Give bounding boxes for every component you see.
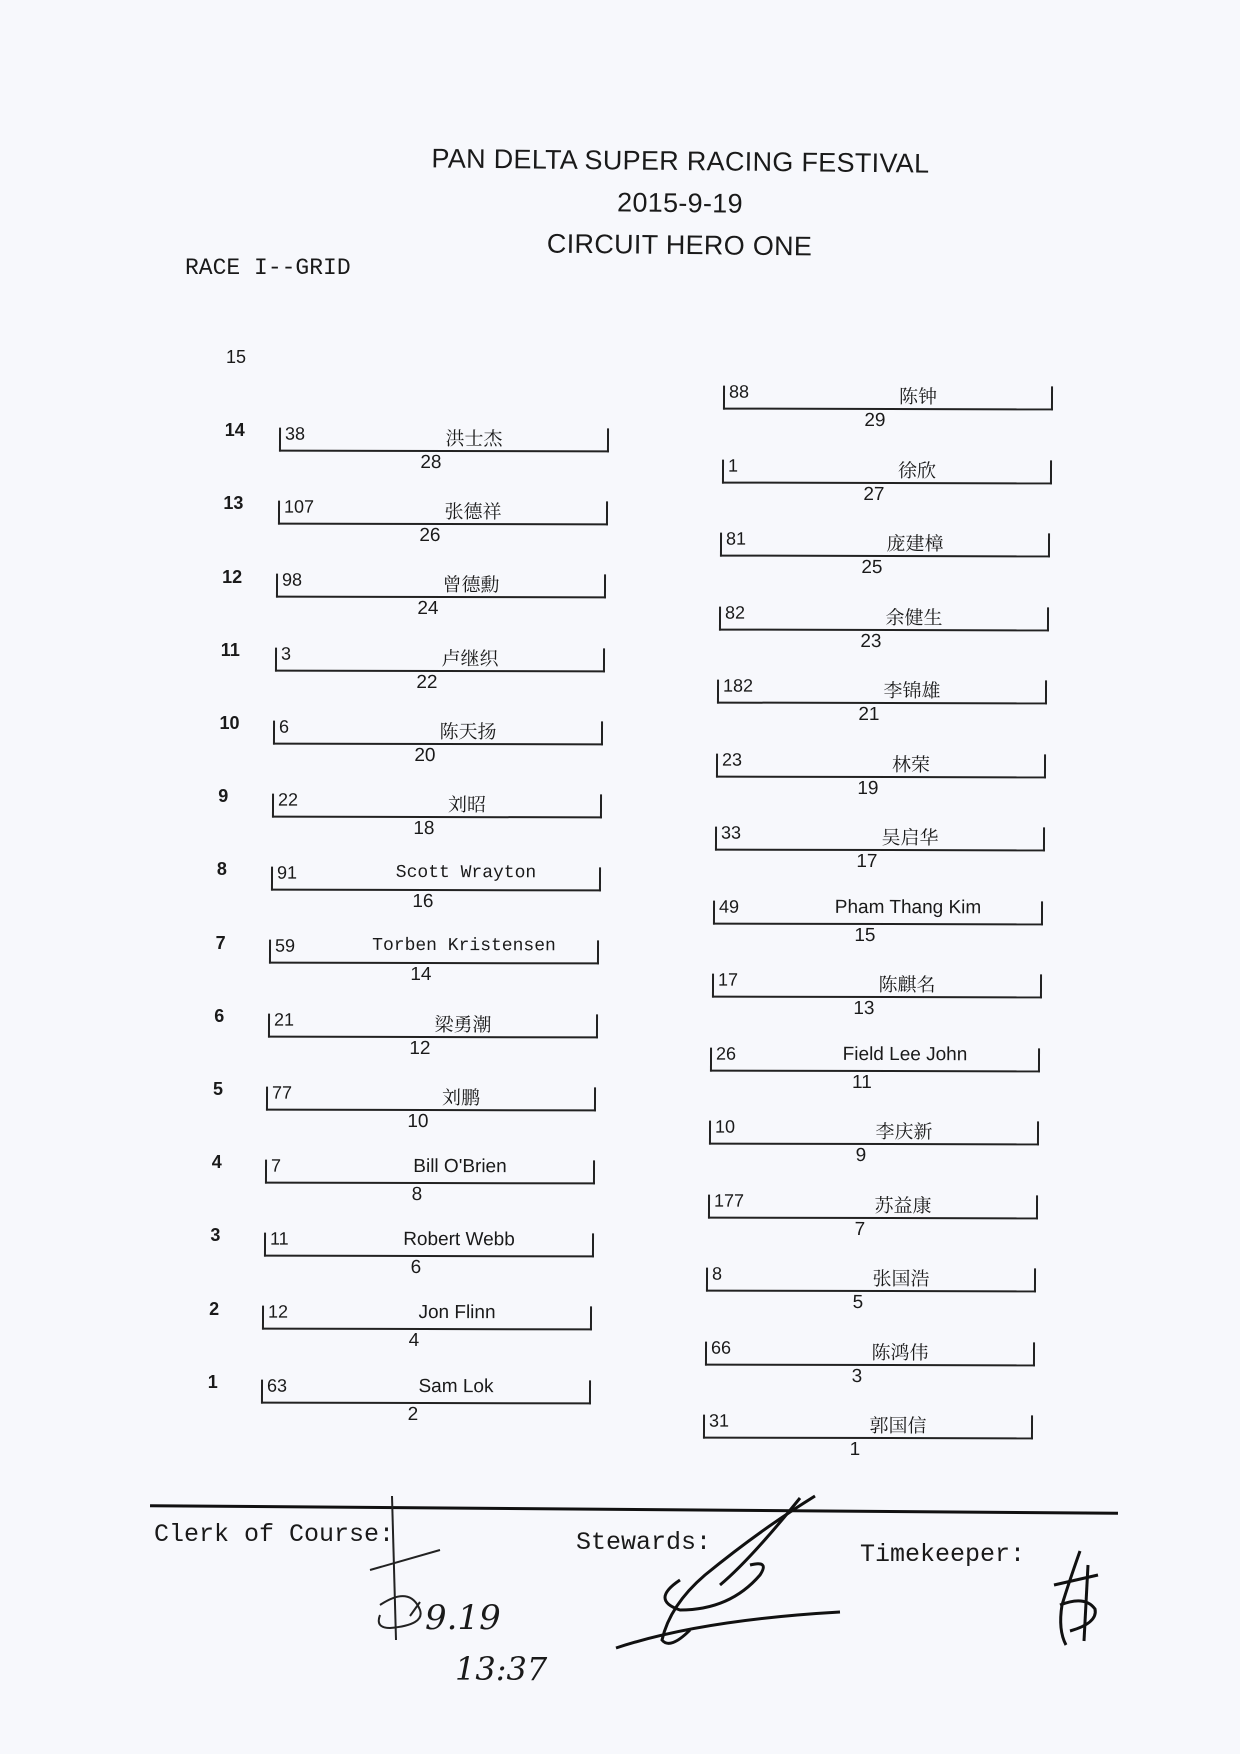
driver-name: 张国浩 <box>872 1269 930 1291</box>
event-date: 2015-9-19 <box>616 187 744 219</box>
grid-row-number: 14 <box>224 420 245 441</box>
grid-slot <box>266 1082 596 1132</box>
driver-name: 李锦雄 <box>883 681 941 703</box>
grid-position: 19 <box>857 777 879 799</box>
grid-slot <box>705 1337 1035 1387</box>
grid-position: 16 <box>411 891 434 913</box>
grid-row-number: 10 <box>219 713 240 733</box>
grid-position: 8 <box>411 1183 423 1205</box>
driver-name: Sam Lok <box>418 1375 494 1397</box>
grid-position: 29 <box>864 409 886 431</box>
grid-position: 28 <box>420 451 442 473</box>
car-number: 98 <box>282 569 303 591</box>
car-number: 31 <box>709 1410 730 1431</box>
grid-position: 25 <box>861 556 883 578</box>
event-title: PAN DELTA SUPER RACING FESTIVAL <box>431 143 930 179</box>
grid-position: 9 <box>855 1144 867 1166</box>
driver-name: 李庆新 <box>875 1122 933 1144</box>
grid-slot <box>269 935 599 986</box>
car-number: 10 <box>714 1116 736 1137</box>
grid-slot <box>279 423 609 473</box>
grid-slot <box>265 1155 595 1205</box>
grid-slot <box>268 1009 598 1059</box>
grid-slot <box>722 455 1052 505</box>
driver-name: 梁勇潮 <box>434 1014 492 1036</box>
grid-position: 12 <box>409 1037 431 1059</box>
car-number: 63 <box>266 1375 287 1396</box>
driver-name: 庞建樟 <box>886 534 944 556</box>
driver-name: Bill O'Brien <box>413 1155 507 1178</box>
grid-slot <box>717 675 1047 725</box>
grid-position: 2 <box>407 1403 419 1425</box>
driver-name: 卢继织 <box>441 648 499 670</box>
driver-name: 刘鹏 <box>442 1087 481 1109</box>
car-number: 82 <box>724 602 745 623</box>
car-number: 1 <box>727 455 738 476</box>
grid-row-number: 3 <box>210 1225 221 1246</box>
grid-position: 18 <box>413 817 435 839</box>
grid-slot <box>271 862 601 913</box>
grid-position: 26 <box>418 525 441 547</box>
driver-name: Robert Webb <box>402 1229 515 1251</box>
driver-name: 陈天扬 <box>439 721 497 743</box>
grid-row-number: 9 <box>218 786 229 807</box>
grid-slot <box>262 1301 592 1352</box>
driver-name: Pham Thang Kim <box>834 896 982 918</box>
timekeeper-label: Timekeeper: <box>860 1540 1026 1569</box>
stewards-signature <box>610 1490 850 1670</box>
car-number: 91 <box>276 862 297 883</box>
grid-position: 17 <box>855 850 878 872</box>
grid-row-number: 8 <box>216 859 227 880</box>
car-number: 38 <box>284 423 306 444</box>
grid-slot <box>723 381 1053 431</box>
car-number: 23 <box>721 749 743 770</box>
grid-slot <box>719 602 1049 652</box>
car-number: 11 <box>269 1228 289 1249</box>
grid-row-number: 6 <box>214 1005 225 1026</box>
race-grid-label: RACE I--GRID <box>185 255 351 281</box>
driver-name: 余健生 <box>885 607 943 629</box>
grid-position: 23 <box>860 630 882 652</box>
grid-slot <box>712 969 1042 1019</box>
grid-slot <box>261 1375 591 1425</box>
grid-position: 14 <box>410 964 432 986</box>
grid-slot <box>703 1410 1033 1460</box>
grid-slot <box>272 789 602 839</box>
grid-position: 3 <box>851 1365 863 1387</box>
grid-row-number: 1 <box>207 1371 218 1392</box>
grid-row-number: 5 <box>213 1079 224 1099</box>
grid-position: 6 <box>410 1257 421 1279</box>
grid-position: 22 <box>416 671 438 693</box>
car-number: 177 <box>713 1190 744 1211</box>
grid-slot <box>278 496 608 547</box>
grid-position: 24 <box>417 598 439 620</box>
car-number: 88 <box>728 381 750 402</box>
grid-slot <box>709 1116 1039 1166</box>
grid-slot <box>716 749 1046 799</box>
car-number: 3 <box>280 643 291 664</box>
driver-name: Jon Flinn <box>418 1302 496 1324</box>
driver-name: 苏益康 <box>874 1195 932 1217</box>
grid-slot <box>276 569 606 620</box>
grid-position: 21 <box>858 703 880 725</box>
grid-position: 20 <box>414 744 436 766</box>
car-number: 59 <box>275 935 296 957</box>
car-number: 7 <box>270 1155 282 1176</box>
car-number: 33 <box>720 822 741 843</box>
grid-position: 7 <box>854 1218 865 1240</box>
car-number: 49 <box>719 896 740 917</box>
grid-row-number: 7 <box>215 932 226 953</box>
grid-position: 10 <box>407 1110 429 1132</box>
grid-row-number: 15 <box>226 347 247 367</box>
driver-name: 徐欣 <box>897 460 936 482</box>
driver-name: Torben Kristensen <box>372 936 557 957</box>
car-number: 182 <box>723 675 754 696</box>
car-number: 107 <box>283 496 314 517</box>
timekeeper-signature <box>1040 1545 1120 1655</box>
grid-slot <box>720 528 1050 578</box>
driver-name: 张德祥 <box>444 502 502 524</box>
grid-slot <box>706 1263 1036 1313</box>
grid-row-number: 4 <box>211 1152 222 1173</box>
car-number: 22 <box>277 789 299 810</box>
driver-name: 陈钟 <box>898 387 938 409</box>
grid-slot <box>264 1228 594 1279</box>
grid-row-number: 2 <box>209 1298 220 1319</box>
grid-row-number: 12 <box>222 566 243 587</box>
car-number: 66 <box>710 1337 731 1358</box>
race-name: CIRCUIT HERO ONE <box>546 228 813 262</box>
grid-position: 13 <box>853 997 875 1019</box>
driver-name: 曾德勳 <box>442 575 500 597</box>
driver-name: Scott Wrayton <box>395 863 536 884</box>
car-number: 8 <box>712 1263 723 1284</box>
grid-position: 1 <box>850 1438 861 1460</box>
grid-position: 27 <box>862 483 885 505</box>
clerk-of-course-label: Clerk of Course: <box>154 1520 395 1549</box>
grid-slot <box>273 716 603 766</box>
driver-name: 吴启华 <box>881 828 939 850</box>
car-number: 6 <box>279 716 290 737</box>
grid-slot <box>710 1043 1040 1093</box>
grid-position: 4 <box>408 1330 420 1352</box>
stewards-label: Stewards: <box>576 1528 712 1557</box>
grid-slot <box>713 896 1043 946</box>
driver-name: 刘昭 <box>447 795 487 817</box>
handwritten-date: 9.19 <box>425 1598 501 1638</box>
grid-position: 5 <box>852 1291 864 1313</box>
document-header <box>299 136 1060 270</box>
car-number: 26 <box>716 1043 737 1064</box>
driver-name: 陈鸿伟 <box>871 1342 929 1364</box>
grid-position: 11 <box>852 1071 873 1093</box>
car-number: 17 <box>717 969 738 990</box>
grid-row-number: 11 <box>220 639 240 660</box>
car-number: 12 <box>268 1301 289 1323</box>
driver-name: 郭国信 <box>869 1416 927 1438</box>
grid-slot <box>275 643 605 693</box>
grid-position: 15 <box>854 924 876 946</box>
grid-slot <box>708 1190 1038 1240</box>
driver-name: 陈麒名 <box>878 975 936 997</box>
driver-name: 洪士杰 <box>445 429 503 451</box>
car-number: 21 <box>273 1009 294 1030</box>
driver-name: 林荣 <box>891 754 931 776</box>
car-number: 77 <box>272 1082 293 1103</box>
handwritten-time: 13:37 <box>455 1650 548 1688</box>
grid-slot <box>715 822 1045 872</box>
driver-name: Field Lee John <box>843 1043 968 1065</box>
grid-row-number: 13 <box>223 493 244 514</box>
car-number: 81 <box>726 528 747 549</box>
